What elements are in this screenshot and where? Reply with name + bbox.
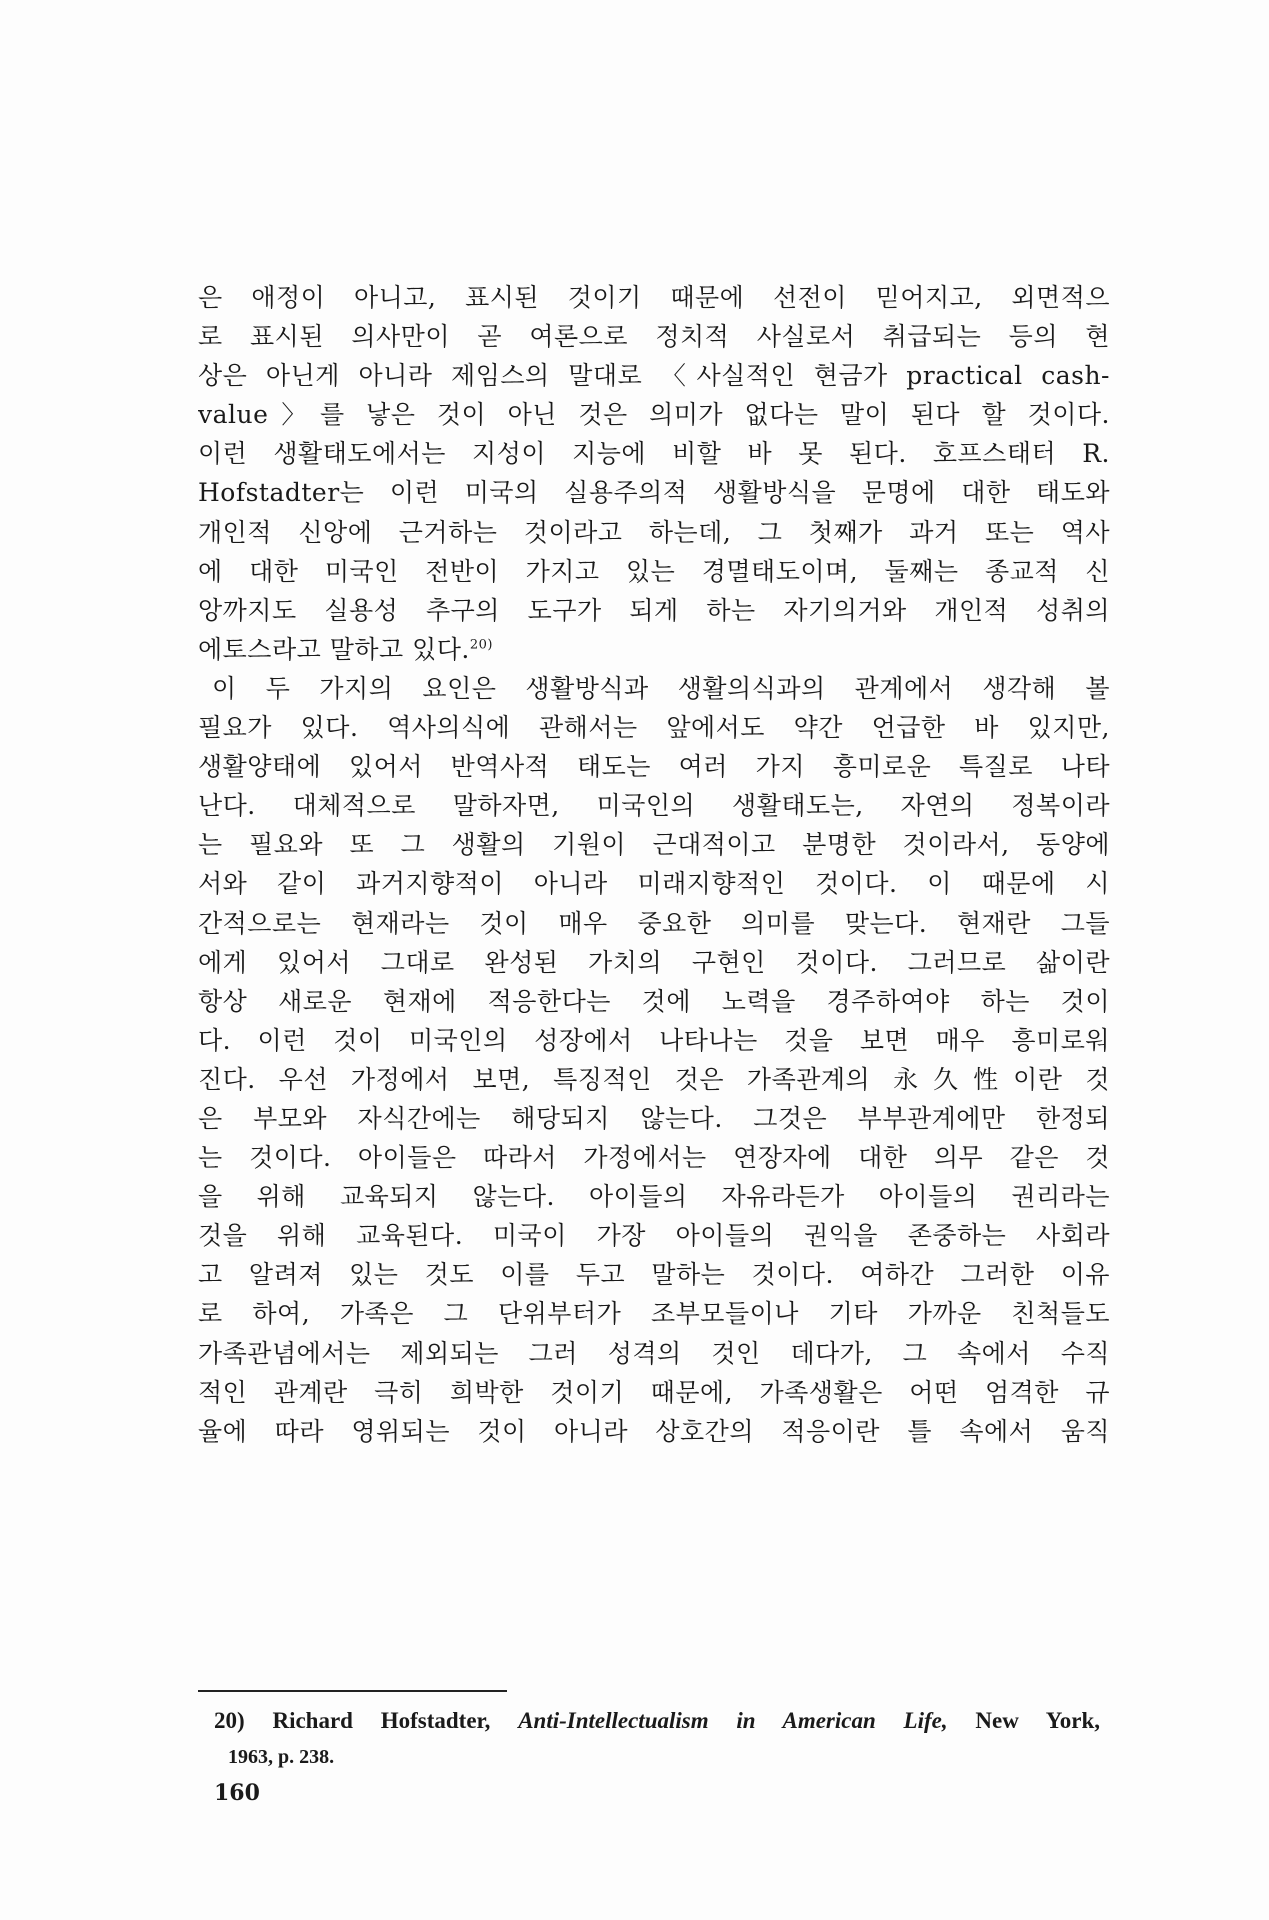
text-line: 고 알려져 있는 것도 이를 두고 말하는 것이다. 여하간 그러한 이유 <box>198 1260 1110 1290</box>
text-line: 진다. 우선 가정에서 보면, 특징적인 것은 가족관계의 永久性이란 것 <box>198 1064 1110 1094</box>
footnote-reference: 20) <box>469 637 493 653</box>
text-line: 은 부모와 자식간에는 해당되지 않는다. 그것은 부부관계에만 한정되 <box>198 1103 1110 1133</box>
text-line: 에게 있어서 그대로 완성된 가치의 구현인 것이다. 그러므로 삶이란 <box>198 947 1110 977</box>
text-line: 서와 같이 과거지향적이 아니라 미래지향적인 것이다. 이 때문에 시 <box>198 869 1110 899</box>
text-line: 는 필요와 또 그 생활의 기원이 근대적이고 분명한 것이라서, 동양에 <box>198 830 1110 860</box>
text-line: 생활양태에 있어서 반역사적 태도는 여러 가지 흥미로운 특질로 나타 <box>198 752 1110 782</box>
footnote <box>214 1702 1114 1776</box>
body-text <box>198 278 1110 1451</box>
text-line: 로 표시된 의사만이 곧 여론으로 정치적 사실로서 취급되는 등의 현 <box>198 322 1110 352</box>
footnote-author: Richard Hofstadter, <box>272 1708 491 1733</box>
text-line: 을 위해 교육되지 않는다. 아이들의 자유라든가 아이들의 권리라는 <box>198 1182 1110 1212</box>
text-line: 율에 따라 영위되는 것이 아니라 상호간의 적응이란 틀 속에서 움직 <box>198 1416 1110 1446</box>
footnote-number: 20) <box>214 1708 245 1733</box>
text-line: 은 애정이 아니고, 표시된 것이기 때문에 선전이 믿어지고, 외면적으 <box>198 283 1110 312</box>
text-line-content: 에토스라고 말하고 있다. <box>198 634 470 664</box>
footnote-title: Anti-Intellectualism in American Life, <box>518 1708 948 1733</box>
text-line: 것을 위해 교육된다. 미국이 가장 아이들의 권익을 존중하는 사회라 <box>198 1221 1110 1251</box>
text-line: value〉를 낳은 것이 아닌 것은 의미가 없다는 말이 된다 할 것이다. <box>198 400 1110 430</box>
text-line: Hofstadter는 이런 미국의 실용주의적 생활방식을 문명에 대한 태도와 <box>198 478 1110 508</box>
text-line: 적인 관계란 극히 희박한 것이기 때문에, 가족생활은 어떤 엄격한 규 <box>198 1377 1110 1407</box>
text-line: 가족관념에서는 제외되는 그러 성격의 것인 데다가, 그 속에서 수직 <box>198 1338 1110 1368</box>
footnote-line-2: 1963, p. 238. <box>228 1746 335 1768</box>
text-line: 앙까지도 실용성 추구의 도구가 되게 하는 자기의거와 개인적 성취의 <box>198 595 1110 625</box>
text-line: 이 두 가지의 요인은 생활방식과 생활의식과의 관계에서 생각해 볼 <box>212 673 1110 703</box>
text-line: 에 대한 미국인 전반이 가지고 있는 경멸태도이며, 둘째는 종교적 신 <box>198 556 1110 586</box>
text-line: 간적으로는 현재라는 것이 매우 중요한 의미를 맞는다. 현재란 그들 <box>198 908 1110 938</box>
page-number: 160 <box>214 1780 260 1806</box>
footnote-place: New York, <box>975 1708 1101 1733</box>
footnote-divider <box>198 1690 507 1692</box>
text-line: 는 것이다. 아이들은 따라서 가정에서는 연장자에 대한 의무 같은 것 <box>198 1143 1110 1173</box>
text-line: 항상 새로운 현재에 적응한다는 것에 노력을 경주하여야 하는 것이 <box>198 986 1110 1016</box>
text-line: 개인적 신앙에 근거하는 것이라고 하는데, 그 첫째가 과거 또는 역사 <box>198 517 1110 547</box>
text-line: 로 하여, 가족은 그 단위부터가 조부모들이나 기타 가까운 친척들도 <box>198 1299 1110 1329</box>
text-line <box>198 630 1110 669</box>
paragraph-1 <box>198 278 1110 669</box>
text-line: 이런 생활태도에서는 지성이 지능에 비할 바 못 된다. 호프스태터 R. <box>198 439 1110 469</box>
text-line: 다. 이런 것이 미국인의 성장에서 나타나는 것을 보면 매우 흥미로워 <box>198 1025 1110 1055</box>
paragraph-2 <box>198 669 1110 1451</box>
text-line: 필요가 있다. 역사의식에 관해서는 앞에서도 약간 언급한 바 있지만, <box>198 713 1110 743</box>
text-line: 상은 아닌게 아니라 제임스의 말대로 〈사실적인 현금가 practical cash- <box>198 361 1110 391</box>
footnote-line-1 <box>214 1702 1100 1739</box>
text-line: 난다. 대체적으로 말하자면, 미국인의 생활태도는, 자연의 정복이라 <box>198 791 1110 821</box>
